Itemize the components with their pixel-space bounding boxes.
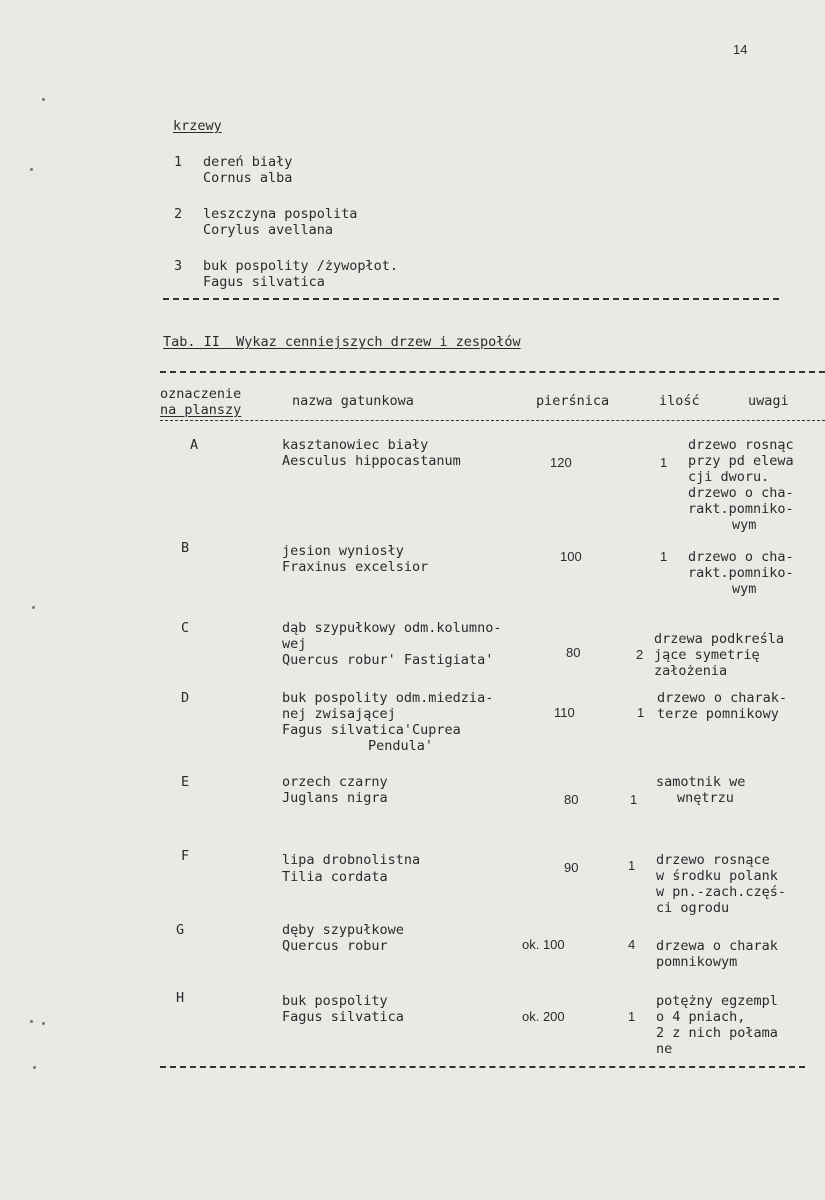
scan-speck — [32, 606, 35, 609]
row-species-name: kasztanowiec biały — [282, 437, 429, 453]
row-mark: C — [181, 620, 190, 636]
scan-speck — [30, 168, 33, 171]
row-note: drzewo o cha- — [688, 485, 794, 501]
row-note: drzewa podkreśla — [654, 631, 785, 647]
row-mark: F — [181, 848, 190, 864]
row-mark: A — [190, 437, 199, 453]
header-girth: pierśnica — [536, 393, 610, 409]
row-species-name: orzech czarny — [282, 774, 388, 790]
row-mark: B — [181, 540, 190, 556]
row-girth: 80 — [566, 645, 581, 660]
row-note: ne — [656, 1041, 673, 1057]
row-note: pomnikowym — [656, 954, 738, 970]
row-species-name: nej zwisającej — [282, 706, 396, 722]
section-divider — [163, 298, 779, 300]
shrub-polish-name: buk pospolity /żywopłot. — [203, 258, 399, 274]
table-header-rule — [160, 420, 825, 421]
table-top-rule — [160, 371, 825, 373]
row-girth: ok. 200 — [522, 1009, 565, 1024]
header-mark-line1: oznaczenie — [160, 386, 242, 402]
row-girth: ok. 100 — [522, 937, 565, 952]
row-note: przy pd elewa — [688, 453, 794, 469]
row-note: drzewo o charak- — [657, 690, 788, 706]
row-note: ci ogrodu — [656, 900, 730, 916]
row-species-name: buk pospolity — [282, 993, 388, 1009]
row-note: terze pomnikowy — [657, 706, 779, 722]
row-girth: 110 — [554, 705, 575, 720]
row-species-name: dąb szypułkowy odm.kolumno- — [282, 620, 502, 636]
row-species-name: wej — [282, 636, 307, 652]
row-count: 1 — [637, 705, 645, 720]
row-note: drzewa o charak — [656, 938, 778, 954]
row-species-name: Pendula' — [368, 738, 434, 754]
row-species-name: dęby szypułkowe — [282, 922, 404, 938]
row-note: założenia — [654, 663, 728, 679]
row-mark: H — [176, 990, 185, 1006]
row-note: potężny egzempl — [656, 993, 778, 1009]
row-note: samotnik we — [656, 774, 746, 790]
header-mark-line2: na planszy — [160, 402, 242, 418]
shrub-polish-name: dereń biały — [203, 154, 293, 170]
shrub-number: 1 — [174, 154, 183, 170]
row-species-name: Aesculus hippocastanum — [282, 453, 461, 469]
shrub-number: 3 — [174, 258, 183, 274]
row-note: wym — [732, 517, 757, 533]
row-mark: D — [181, 690, 190, 706]
row-note: w pn.-zach.częś- — [656, 884, 787, 900]
shrub-latin-name: Cornus alba — [203, 170, 293, 186]
row-species-name: Fagus silvatica — [282, 1009, 404, 1025]
shrubs-heading: krzewy — [173, 118, 222, 134]
row-species-name: Quercus robur — [282, 938, 388, 954]
row-note: 2 z nich połama — [656, 1025, 778, 1041]
row-species-name: Tilia cordata — [282, 869, 388, 885]
header-species-name: nazwa gatunkowa — [292, 393, 414, 409]
row-species-name: buk pospolity odm.miedzia- — [282, 690, 494, 706]
table-bottom-rule — [160, 1066, 805, 1068]
row-girth: 100 — [560, 549, 582, 564]
row-girth: 120 — [550, 455, 572, 470]
row-note: jące symetrię — [654, 647, 760, 663]
row-note: drzewo rosnące — [656, 852, 770, 868]
row-note: wym — [732, 581, 757, 597]
header-notes: uwagi — [748, 393, 789, 409]
row-mark: G — [176, 922, 185, 938]
row-count: 1 — [628, 858, 636, 873]
row-species-name: lipa drobnolistna — [282, 852, 421, 868]
row-note: cji dworu. — [688, 469, 770, 485]
row-note: o 4 pniach, — [656, 1009, 746, 1025]
row-species-name: Juglans nigra — [282, 790, 388, 806]
row-note: rakt.pomniko- — [688, 501, 794, 517]
row-note: rakt.pomniko- — [688, 565, 794, 581]
row-mark: E — [181, 774, 190, 790]
shrub-number: 2 — [174, 206, 183, 222]
row-count: 2 — [636, 647, 644, 662]
row-girth: 90 — [564, 860, 579, 875]
scan-speck — [42, 1022, 45, 1025]
row-count: 1 — [630, 792, 638, 807]
row-species-name: Quercus robur' Fastigiata' — [282, 652, 494, 668]
header-count: ilość — [659, 393, 700, 409]
row-note: wnętrzu — [677, 790, 734, 806]
row-species-name: Fraxinus excelsior — [282, 559, 429, 575]
row-note: drzewo rosnąc — [688, 437, 794, 453]
scan-speck — [33, 1066, 36, 1069]
row-species-name: Fagus silvatica'Cuprea — [282, 722, 461, 738]
row-note: drzewo o cha- — [688, 549, 794, 565]
page-number: 14 — [733, 42, 748, 57]
scan-speck — [30, 1020, 33, 1023]
row-count: 1 — [660, 549, 668, 564]
row-species-name: jesion wyniosły — [282, 543, 404, 559]
row-note: w środku polank — [656, 868, 778, 884]
row-girth: 80 — [564, 792, 579, 807]
row-count: 1 — [628, 1009, 636, 1024]
shrub-polish-name: leszczyna pospolita — [203, 206, 358, 222]
row-count: 1 — [660, 455, 668, 470]
scan-speck — [42, 98, 45, 101]
shrub-latin-name: Corylus avellana — [203, 222, 334, 238]
table-caption: Tab. II Wykaz cenniejszych drzew i zespołów — [163, 334, 521, 350]
shrub-latin-name: Fagus silvatica — [203, 274, 325, 290]
row-count: 4 — [628, 937, 636, 952]
